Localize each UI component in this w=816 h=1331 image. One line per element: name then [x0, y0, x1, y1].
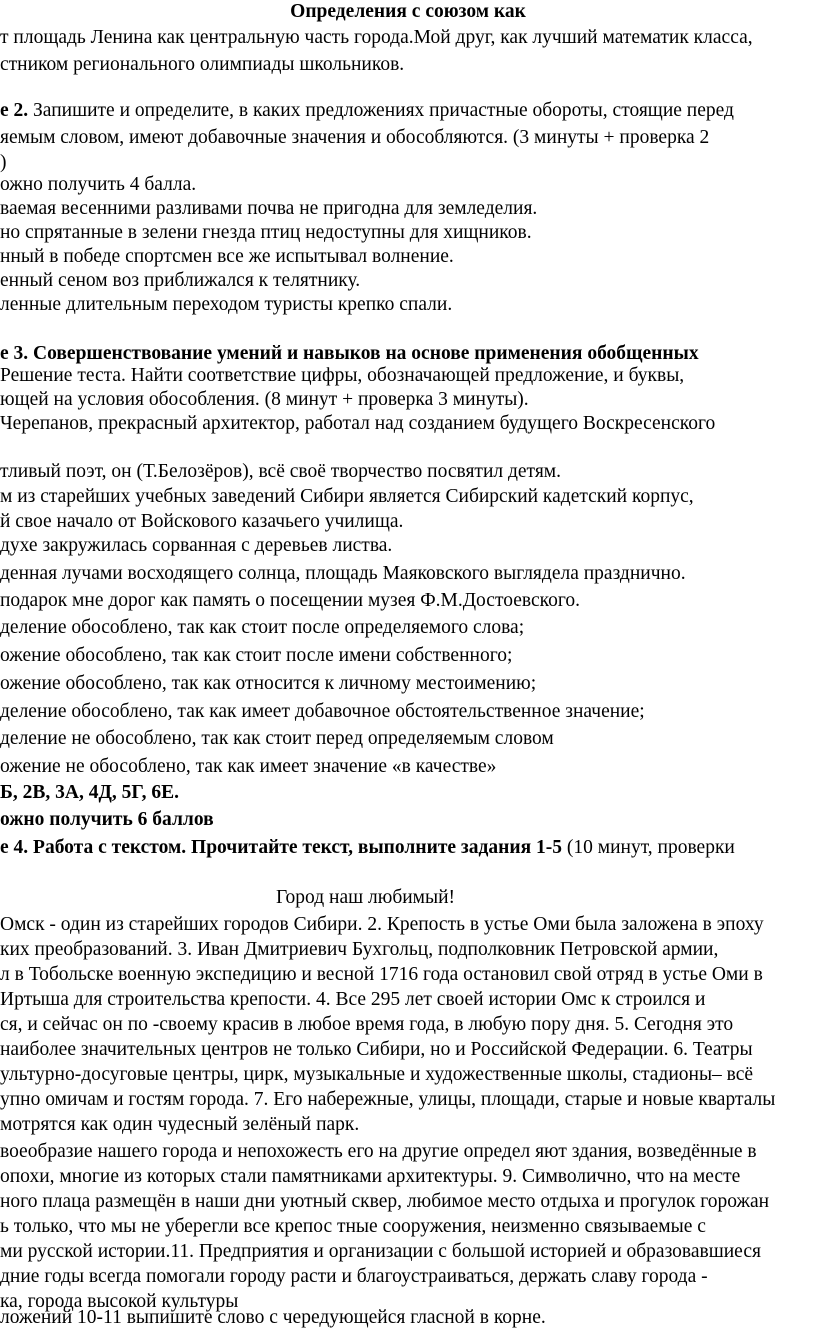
- text-line: ка, города высокой культуры: [0, 1291, 239, 1312]
- task3-line: ющей на условия обособления. (8 минут + проверка 3 минуты).: [0, 389, 529, 410]
- task2-sentence: нный в победе спортсмен все же испытывал волнение.: [0, 246, 454, 267]
- task3-option: деление не обособлено, так как стоит перед определяемым словом: [0, 728, 554, 749]
- task2-sentence: но спрятанные в зелени гнезда птиц недоступны для хищников.: [0, 222, 532, 243]
- task3-sentence: м из старейших учебных заведений Сибири является Сибирский кадетский корпус,: [0, 486, 694, 507]
- text-line: ультурно-досуговые центры, цирк, музыкальные и художественные школы, стадионы– всё: [0, 1064, 754, 1085]
- text-line: ми русской истории.11. Предприятия и организации с большой историей и образовавшиеся: [0, 1241, 761, 1262]
- text-title: Город наш любимый!: [276, 887, 456, 908]
- task2-heading: е 2. Запишите и определите, в каких предложениях причастные обороты, стоящие перед: [0, 100, 734, 121]
- task3-sentence: подарок мне дорог как память о посещении музея Ф.М.Достоевского.: [0, 590, 580, 611]
- task2-heading-end: ): [0, 152, 7, 173]
- task3-option: деление обособлено, так как имеет добавочное обстоятельственное значение;: [0, 701, 645, 722]
- task2-sentence: енный сеном воз приближался к телятнику.: [0, 270, 361, 291]
- text-line: ких преобразований. 3. Иван Дмитриевич Бухгольц, подполковник Петровской армии,: [0, 939, 719, 960]
- task2-sentence: ваемая весенними разливами почва не пригодна для земледелия.: [0, 198, 538, 219]
- task3-score: ожно получить 6 баллов: [0, 809, 214, 830]
- task4-heading: е 4. Работа с текстом. Прочитайте текст, выполните задания 1-5 (10 минут, проверки: [0, 837, 735, 858]
- text-line: воеобразие нашего города и непохожесть его на другие определ яют здания, возведённые в: [0, 1141, 757, 1162]
- task3-heading: е 3. Совершенствование умений и навыков на основе применения обобщенных: [0, 343, 699, 364]
- page-title: Определения с союзом как: [290, 1, 526, 22]
- task3-sentence: тливый поэт, он (Т.Белозёров), всё своё творчество посвятил детям.: [0, 461, 562, 482]
- task3-sentence: духе закружилась сорванная с деревьев листва.: [0, 535, 393, 556]
- task2-score: ожно получить 4 балла.: [0, 174, 197, 195]
- text-line: мотрятся как один чудесный зелёный парк.: [0, 1114, 360, 1135]
- text-line: ся, и сейчас он по -своему красив в любое время года, в любую пору дня. 5. Сегодня это: [0, 1014, 734, 1035]
- text-line: опохи, многие из которых стали памятниками архитектуры. 9. Символично, что на месте: [0, 1166, 741, 1187]
- task3-option: ожение не обособлено, так как имеет значение «в качестве»: [0, 756, 497, 777]
- task3-option: ожение обособлено, так как относится к личному местоимению;: [0, 673, 537, 694]
- task3-answer: Б, 2В, 3А, 4Д, 5Г, 6Е.: [0, 782, 179, 803]
- task3-option: ожение обособлено, так как стоит после имени собственного;: [0, 645, 513, 666]
- task3-line: Решение теста. Найти соответствие цифры, обозначающей предложение, и буквы,: [0, 365, 685, 386]
- task3-option: деление обособлено, так как стоит после определяемого слова;: [0, 617, 525, 638]
- text-line: ного плаца размещён в наши дни уютный сквер, любимое место отдыха и прогулок горожан: [0, 1191, 770, 1212]
- text-line: дние годы всегда помогали городу расти и благоустраиваться, держать славу города -: [0, 1266, 708, 1287]
- text-line: Омск - один из старейших городов Сибири. 2. Крепость в устье Оми была заложена в эпоху: [0, 914, 764, 935]
- intro-line: т площадь Ленина как центральную часть города.Мой друг, как лучший математик класса,: [0, 27, 753, 48]
- task3-sentence: денная лучами восходящего солнца, площадь Маяковского выглядела празднично.: [0, 563, 686, 584]
- text-line: ь только, что мы не уберегли все крепос тные сооружения, неизменно связываемые с: [0, 1216, 706, 1237]
- task3-sentence: й свое начало от Войскового казачьего училища.: [0, 511, 404, 532]
- intro-line: стником регионального олимпиады школьников.: [0, 54, 405, 75]
- task2-sentence: ленные длительным переходом туристы крепко спали.: [0, 294, 453, 315]
- text-line: наиболее значительных центров не только Сибири, но и Российской Федерации. 6. Театры: [0, 1039, 753, 1060]
- task3-sentence: Черепанов, прекрасный архитектор, работал над созданием будущего Воскресенского: [0, 413, 716, 434]
- text-line: упно омичам и гостям города. 7. Его набережные, улицы, площади, старые и новые кварталы: [0, 1089, 776, 1110]
- text-line: л в Тобольске военную экспедицию и весной 1716 года остановил свой отряд в устье Оми в: [0, 964, 763, 985]
- text-line: Иртыша для строительства крепости. 4. Все 295 лет своей истории Омс к строился и: [0, 989, 706, 1010]
- task4-final: ложений 10-11 выпишите слово с чередующейся гласной в корне.: [0, 1307, 546, 1328]
- task2-heading-cont: яемым словом, имеют добавочные значения и обособляются. (3 минуты + проверка 2: [0, 127, 710, 148]
